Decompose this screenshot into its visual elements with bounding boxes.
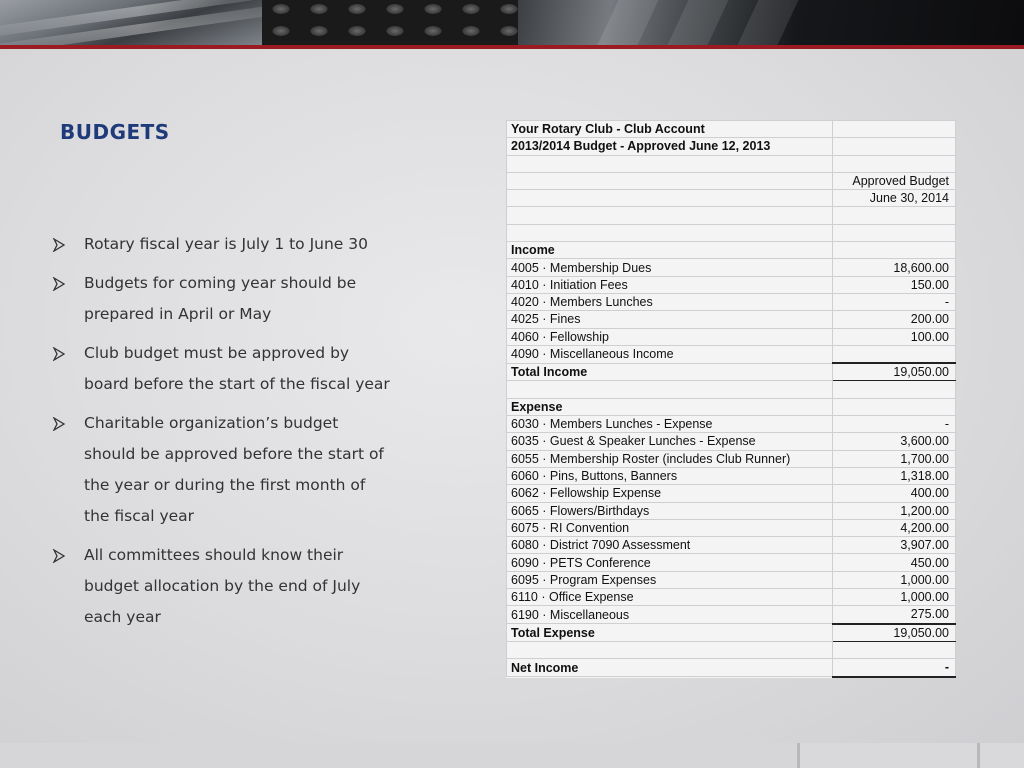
line-item-label: 6075 · RI Convention <box>507 519 833 536</box>
line-item-label: 6080 · District 7090 Assessment <box>507 537 833 554</box>
empty-row <box>507 155 956 172</box>
line-item-amount: 450.00 <box>833 554 956 571</box>
bullet-text: Rotary fiscal year is July 1 to June 30 <box>84 235 368 253</box>
line-item-label: 4060 · Fellowship <box>507 328 833 345</box>
column-header-date: June 30, 2014 <box>833 190 956 207</box>
total-expense-row <box>507 624 956 642</box>
bullet-text: Charitable organization’s budget should be approved before the start of the year or during the first month of the fiscal year <box>84 414 384 525</box>
table-row <box>507 433 956 450</box>
table-row <box>507 606 956 624</box>
table-row <box>507 589 956 606</box>
line-item-label: 6065 · Flowers/Birthdays <box>507 502 833 519</box>
table-header-row <box>507 138 956 155</box>
banner-metal-segment <box>0 0 262 45</box>
line-item-amount: - <box>833 293 956 310</box>
total-amount: 19,050.00 <box>833 624 956 642</box>
line-item-amount: 1,700.00 <box>833 450 956 467</box>
arrow-bullet-icon <box>52 277 66 291</box>
table-row <box>507 519 956 536</box>
table-row <box>507 416 956 433</box>
banner-grille-segment <box>262 0 518 45</box>
line-item-label: 6110 · Office Expense <box>507 589 833 606</box>
line-item-amount <box>833 345 956 363</box>
column-header-row <box>507 172 956 189</box>
line-item-amount: 150.00 <box>833 276 956 293</box>
net-income-amount: - <box>833 659 956 677</box>
line-item-amount: 3,907.00 <box>833 537 956 554</box>
line-item-label: 6190 · Miscellaneous <box>507 606 833 624</box>
header-banner-image <box>0 0 1024 45</box>
table-heading-account: Your Rotary Club - Club Account <box>507 121 833 138</box>
line-item-label: 6055 · Membership Roster (includes Club Runner) <box>507 450 833 467</box>
banner-tire-segment <box>518 0 1024 45</box>
section-row-expense <box>507 398 956 415</box>
table-row <box>507 293 956 310</box>
section-row-income <box>507 242 956 259</box>
line-item-label: 6090 · PETS Conference <box>507 554 833 571</box>
empty-row <box>507 224 956 241</box>
table-row <box>507 259 956 276</box>
net-income-row <box>507 659 956 677</box>
budget-table <box>506 120 956 678</box>
table-row <box>507 276 956 293</box>
line-item-amount: 1,000.00 <box>833 589 956 606</box>
line-item-label: 6060 · Pins, Buttons, Banners <box>507 467 833 484</box>
line-item-amount: 3,600.00 <box>833 433 956 450</box>
total-label: Total Income <box>507 363 833 381</box>
table-header-row <box>507 121 956 138</box>
arrow-bullet-icon <box>52 417 66 431</box>
bullet-item <box>50 540 390 633</box>
line-item-label: 6062 · Fellowship Expense <box>507 485 833 502</box>
table-heading-budget: 2013/2014 Budget - Approved June 12, 2013 <box>507 138 833 155</box>
line-item-label: 4090 · Miscellaneous Income <box>507 345 833 363</box>
total-amount: 19,050.00 <box>833 363 956 381</box>
line-item-amount: 18,600.00 <box>833 259 956 276</box>
table-row <box>507 450 956 467</box>
line-item-amount: 1,318.00 <box>833 467 956 484</box>
bullet-item <box>50 338 390 400</box>
bullet-item <box>50 229 390 260</box>
empty-row <box>507 381 956 398</box>
table-row <box>507 311 956 328</box>
column-header-approved: Approved Budget <box>833 172 956 189</box>
net-income-label: Net Income <box>507 659 833 677</box>
line-item-label: 6030 · Members Lunches - Expense <box>507 416 833 433</box>
table-row <box>507 571 956 588</box>
bullet-list <box>50 229 390 641</box>
bullet-text: Budgets for coming year should be prepared in April or May <box>84 274 357 323</box>
section-label: Expense <box>507 398 833 415</box>
line-item-label: 4010 · Initiation Fees <box>507 276 833 293</box>
table-row <box>507 502 956 519</box>
bullet-text: Club budget must be approved by board before the start of the fiscal year <box>84 344 390 393</box>
bullet-text: All committees should know their budget allocation by the end of July each year <box>84 546 361 626</box>
line-item-amount: 200.00 <box>833 311 956 328</box>
column-header-row <box>507 190 956 207</box>
empty-row <box>507 641 956 658</box>
line-item-amount: - <box>833 416 956 433</box>
line-item-amount: 275.00 <box>833 606 956 624</box>
table-row <box>507 485 956 502</box>
line-item-label: 4025 · Fines <box>507 311 833 328</box>
table-row <box>507 537 956 554</box>
empty-row <box>507 207 956 224</box>
arrow-bullet-icon <box>52 238 66 252</box>
table-row <box>507 467 956 484</box>
table-row <box>507 328 956 345</box>
total-income-row <box>507 363 956 381</box>
line-item-amount: 1,000.00 <box>833 571 956 588</box>
line-item-label: 4005 · Membership Dues <box>507 259 833 276</box>
line-item-label: 4020 · Members Lunches <box>507 293 833 310</box>
line-item-label: 6035 · Guest & Speaker Lunches - Expense <box>507 433 833 450</box>
arrow-bullet-icon <box>52 549 66 563</box>
total-label: Total Expense <box>507 624 833 642</box>
table-row <box>507 554 956 571</box>
table-row <box>507 345 956 363</box>
line-item-amount: 1,200.00 <box>833 502 956 519</box>
line-item-label: 6095 · Program Expenses <box>507 571 833 588</box>
bullet-item <box>50 268 390 330</box>
section-label: Income <box>507 242 833 259</box>
line-item-amount: 400.00 <box>833 485 956 502</box>
line-item-amount: 100.00 <box>833 328 956 345</box>
arrow-bullet-icon <box>52 347 66 361</box>
line-item-amount: 4,200.00 <box>833 519 956 536</box>
slide-title: BUDGETS <box>60 120 170 144</box>
bullet-item <box>50 408 390 532</box>
footer-bar <box>0 743 1024 768</box>
